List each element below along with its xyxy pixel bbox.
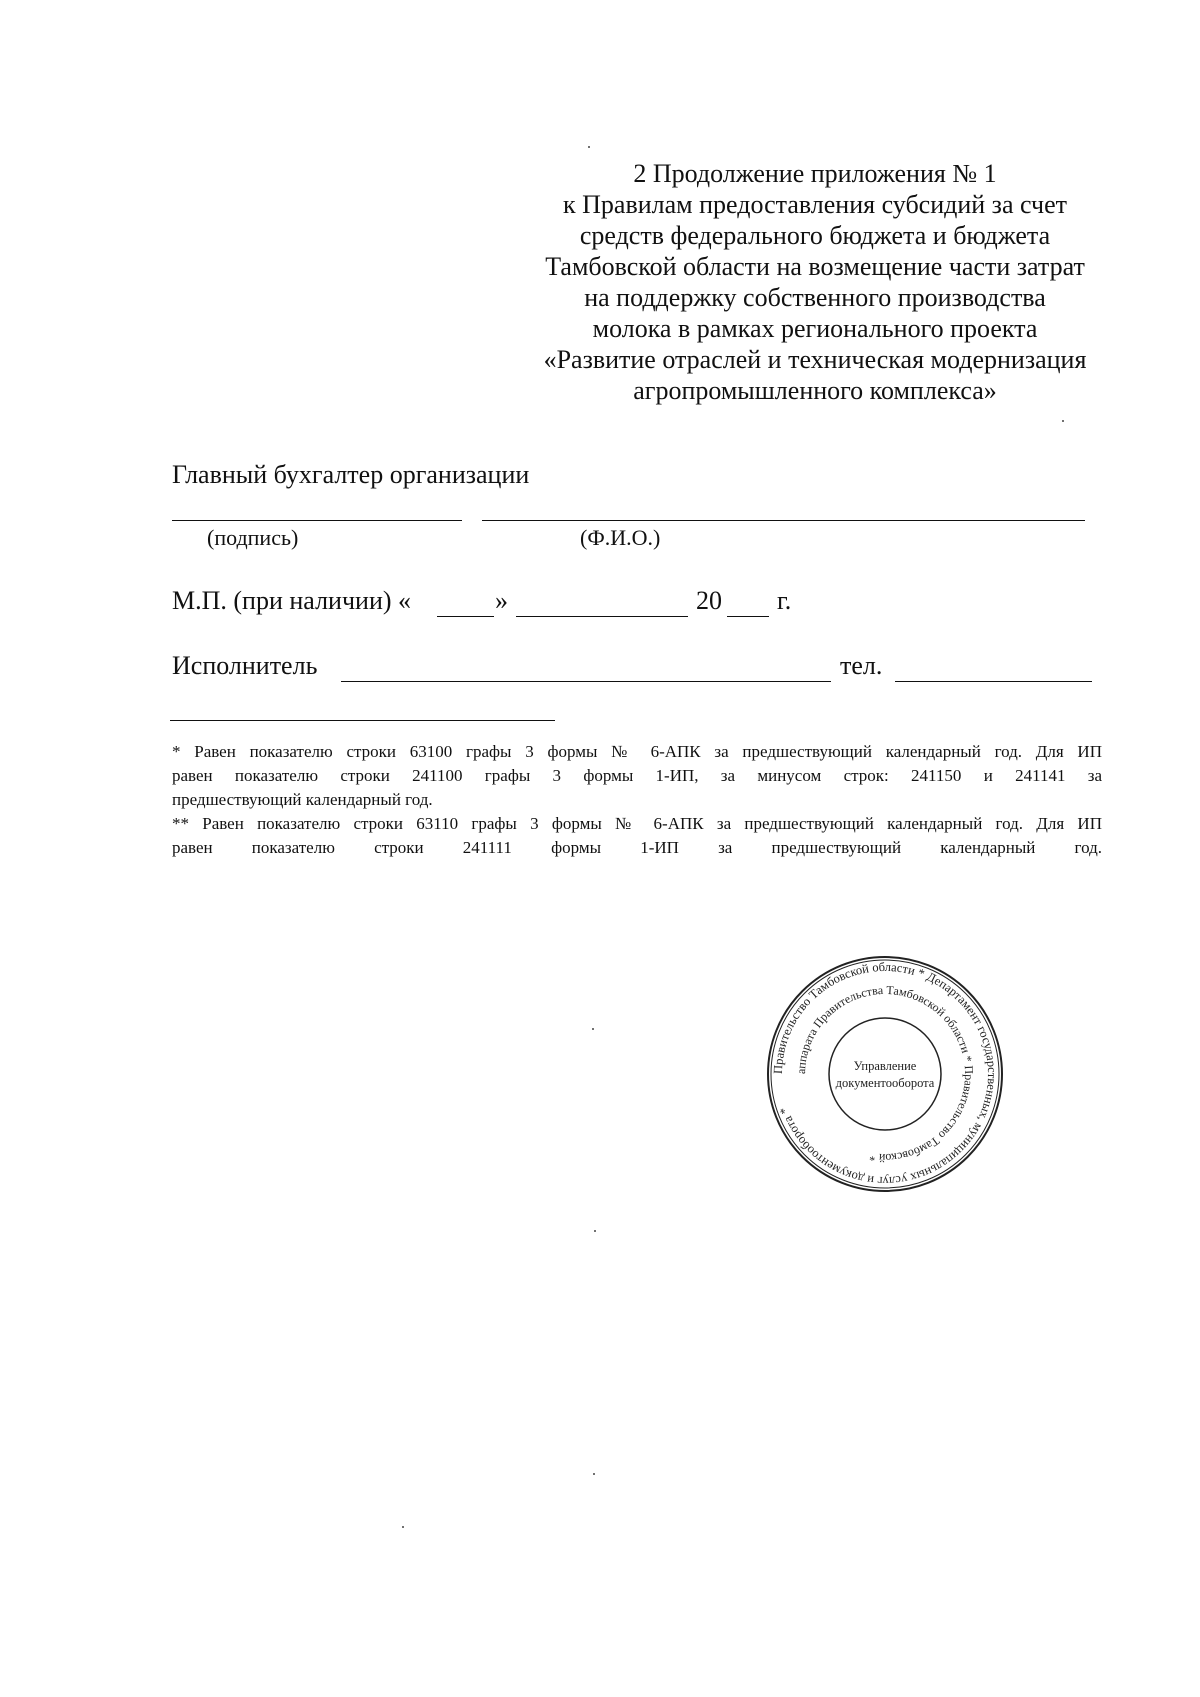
close-quote: »: [495, 586, 508, 615]
scan-speck: [593, 1473, 595, 1475]
footnote-1: [172, 740, 1102, 812]
official-stamp: [766, 955, 1004, 1193]
day-blank[interactable]: [437, 616, 494, 617]
heading-line: средств федерального бюджета и бюджета: [579, 221, 1051, 250]
signature-line[interactable]: [172, 520, 462, 521]
seal-label: М.П. (при наличии) «: [172, 586, 412, 615]
footnote-separator: [170, 720, 555, 721]
footnote-2-line: ** Равен показателю строки 63110 графы 3 формы № 6-АПК за предшествующий календарный год. Для ИП: [172, 814, 1102, 833]
heading-line: молока в рамках регионального проекта: [592, 314, 1038, 343]
fio-line[interactable]: [482, 520, 1085, 521]
fio-caption: (Ф.И.О.): [580, 525, 661, 550]
heading-line: к Правилам предоставления субсидий за счет: [563, 190, 1067, 219]
phone-label: тел.: [840, 651, 883, 680]
scan-speck: [1062, 420, 1064, 422]
scan-speck: [588, 146, 590, 148]
chief-accountant-label: Главный бухгалтер организации: [172, 460, 530, 489]
month-blank[interactable]: [516, 616, 688, 617]
executor-label: Исполнитель: [172, 651, 318, 680]
stamp-outer-text: Правительство Тамбовской области * Департамент государственных, муниципальных услуг и документооборота *: [770, 959, 1000, 1189]
footnote-2: [172, 812, 1102, 860]
heading-line: Тамбовской области на возмещение части затрат: [545, 252, 1085, 281]
appendix-heading: [505, 158, 1125, 406]
heading-line: агропромышленного комплекса»: [633, 376, 997, 405]
year-prefix: 20: [696, 586, 722, 615]
scan-speck: [594, 1230, 596, 1232]
year-suffix: г.: [777, 586, 792, 615]
stamp-inner-ring-text: аппарата Правительства Тамбовской области * Правительство Тамбовской *: [793, 982, 977, 1166]
footnote-1-line: предшествующий календарный год.: [172, 790, 433, 809]
stamp-inner-circle: [829, 1018, 941, 1130]
signature-caption: (подпись): [207, 525, 299, 550]
footnote-1-line: * Равен показателю строки 63100 графы 3 формы № 6-АПК за предшествующий календарный год. Для ИП: [172, 742, 1102, 761]
scan-speck: [592, 1028, 594, 1030]
footnote-2-line: равен показателю строки 241111 формы 1-ИП за предшествующий календарный год.: [172, 838, 1102, 857]
heading-line: на поддержку собственного производства: [584, 283, 1046, 312]
stamp-center-line-1: Управление: [853, 1059, 917, 1073]
footnote-1-line: равен показателю строки 241100 графы 3 формы 1-ИП, за минусом строк: 241150 и 241141 за: [172, 766, 1102, 785]
phone-line[interactable]: [895, 681, 1092, 682]
executor-line[interactable]: [341, 681, 831, 682]
year-blank[interactable]: [727, 616, 769, 617]
heading-line: 2 Продолжение приложения № 1: [633, 159, 997, 188]
heading-line: «Развитие отраслей и техническая модернизация: [543, 345, 1087, 374]
scan-speck: [402, 1526, 404, 1528]
stamp-center-line-2: документооборота: [835, 1076, 935, 1090]
